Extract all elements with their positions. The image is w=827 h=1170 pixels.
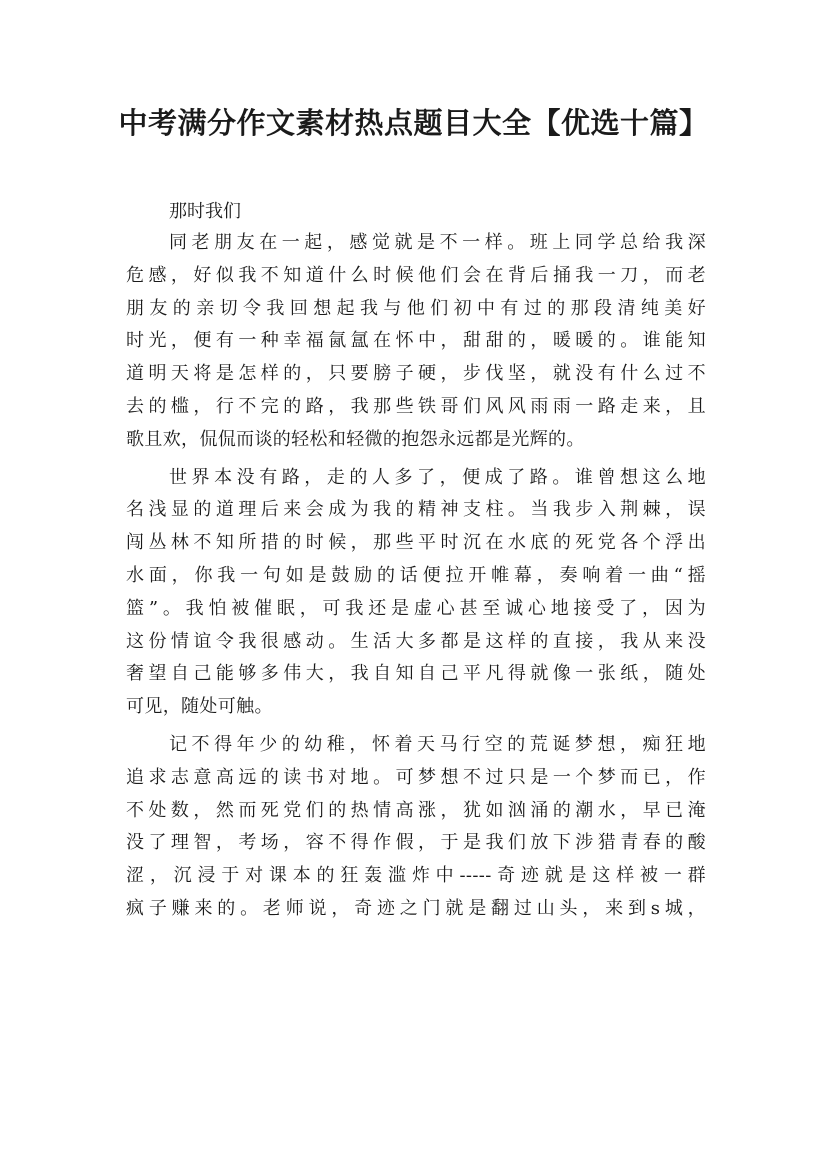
paragraph-line: 可见，随处可触。 <box>126 696 273 718</box>
essay <box>126 197 706 931</box>
paragraph <box>126 462 706 724</box>
essay-body <box>126 227 706 926</box>
paragraph-line: 篮”。我怕被催眠，可我还是虚心甚至诚心地接受了，因为 <box>126 597 706 619</box>
paragraph <box>126 227 706 457</box>
paragraph-line: 歌且欢，侃侃而谈的轻松和轻微的抱怨永远都是光辉的。 <box>126 428 585 450</box>
paragraph-line: 这份情谊令我很感动。生活大多都是这样的直接，我从来没 <box>126 630 706 652</box>
paragraph-line: 世界本没有路，走的人多了，便成了路。谁曾想这么地 <box>169 466 706 488</box>
paragraph-line: 闯丛林不知所措的时候，那些平时沉在水底的死党各个浮出 <box>126 532 706 554</box>
paragraph-line: 去的槛，行不完的路，我那些铁哥们风风雨雨一路走来，且 <box>126 395 706 417</box>
paragraph-line: 名浅显的道理后来会成为我的精神支柱。当我步入荆棘，误 <box>126 499 706 521</box>
paragraph <box>126 729 706 926</box>
paragraph-line: 追求志意高远的读书对地。可梦想不过只是一个梦而已，作 <box>126 766 706 788</box>
document-title: 中考满分作文素材热点题目大全【优选十篇】 <box>118 106 709 140</box>
paragraph-line: 不处数，然而死党们的热情高涨，犹如汹涌的潮水，早已淹 <box>126 799 706 821</box>
paragraph-line: 涩，沉浸于对课本的狂轰滥炸中-----奇迹就是这样被一群 <box>126 865 706 887</box>
paragraph-line: 没了理智，考场，容不得作假，于是我们放下涉猎青春的酸 <box>126 832 706 854</box>
paragraph-line: 同老朋友在一起，感觉就是不一样。班上同学总给我深 <box>169 232 706 253</box>
paragraph-line: 朋友的亲切令我回想起我与他们初中有过的那段清纯美好 <box>126 297 706 319</box>
paragraph-line: 道明天将是怎样的，只要膀子硬，步伐坚，就没有什么过不 <box>126 363 706 385</box>
paragraph-line: 水面，你我一句如是鼓励的话便拉开帷幕，奏响着一曲“摇 <box>126 564 706 586</box>
essay-title: 那时我们 <box>169 201 241 222</box>
paragraph-line: 危感，好似我不知道什么时候他们会在背后捅我一刀，而老 <box>126 264 706 286</box>
paragraph-line: 时光，便有一种幸福氤氲在怀中，甜甜的，暖暖的。谁能知 <box>126 330 706 352</box>
paragraph-line: 疯子赚来的。老师说，奇迹之门就是翻过山头，来到s城， <box>126 897 706 919</box>
paragraph-line: 记不得年少的幼稚，怀着天马行空的荒诞梦想，痴狂地 <box>169 733 706 755</box>
paragraph-line: 奢望自己能够多伟大，我自知自己平凡得就像一张纸，随处 <box>126 663 706 685</box>
